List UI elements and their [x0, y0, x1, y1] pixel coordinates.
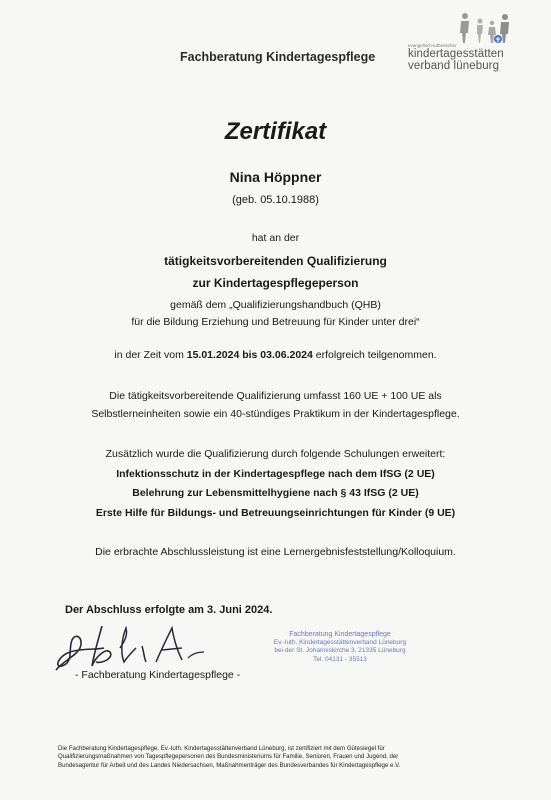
qualification-line-2: zur Kindertagespflegeperson — [192, 276, 359, 290]
period-dates: 15.01.2024 bis 03.06.2024 — [186, 349, 313, 361]
intro-text: hat an der — [251, 232, 300, 244]
assessment-text: Die erbrachte Abschlussleistung ist eine Lernergebnisfeststellung/Kolloquium. — [95, 546, 456, 558]
training-item: Infektionsschutz in der Kindertagespflege nach dem IfSG (2 UE) — [116, 468, 435, 480]
training-item: Erste Hilfe für Bildungs- und Betreuungseinrichtungen für Kinder (9 UE) — [95, 507, 456, 519]
stamp-line: Fachberatung Kindertagespflege — [289, 631, 391, 638]
training-item: Belehrung zur Lebensmittelhygiene nach § 43 IfSG (2 UE) — [132, 487, 419, 499]
footer-line: Qualifizierungsmaßnahmen von Tagespflegepersonen des Bundesministeriums für Familie, Senioren, Frauen und Jugend, der — [58, 753, 399, 761]
signature — [52, 618, 212, 676]
basis-line-2: für die Bildung Erziehung und Betreuung für Kinder unter drei“ — [131, 316, 420, 328]
logo — [408, 12, 543, 72]
period-suffix: erfolgreich teilgenommen. — [312, 349, 437, 361]
period-prefix: in der Zeit vom — [114, 349, 187, 361]
stamp-line: Ev.-luth. Kindertagesstättenverband Lüneburg — [273, 639, 407, 647]
extra-intro: Zusätzlich wurde die Qualifizierung durch folgende Schulungen erweitert: — [105, 448, 446, 460]
scope-line-2: Selbstlerneinheiten sowie ein 40-stündiges Praktikum in der Kindertagespflege. — [91, 408, 460, 420]
family-silhouette-icon — [456, 12, 516, 44]
logo-line-2: verband lüneburg — [408, 60, 500, 72]
logo-line-1: kindertagesstätten — [408, 48, 504, 60]
recipient-name: Nina Höppner — [229, 169, 322, 185]
qualification-line-1: tätigkeitsvorbereitenden Qualifizierung — [164, 254, 387, 268]
logo-small-text: evangelisch-lutherischer — [408, 43, 457, 48]
footer-line: Bundesagentur für Arbeit und des Landes Niedersachsen, Maßnahmenträger des Bundesverbandes für Kindertagespflege e.V. — [58, 761, 401, 769]
footer — [58, 745, 528, 770]
certificate-title: Zertifikat — [224, 118, 327, 145]
basis-line-1: gemäß dem „Qualifizierungshandbuch (QHB) — [170, 299, 381, 311]
scope-line-1: Die tätigkeitsvorbereitende Qualifizierung umfasst 160 UE + 100 UE als — [109, 390, 442, 402]
header-title: Fachberatung Kindertagespflege — [180, 50, 376, 64]
stamp — [255, 631, 425, 664]
footer-line: Die Fachberatung Kindertagespflege, Ev.-luth. Kindertagesstättenverband Lüneburg, ist zertifiziert mit dem Gütesiegel für — [58, 745, 385, 752]
birth-date: (geb. 05.10.1988) — [232, 194, 319, 206]
signature-label: - Fachberatung Kindertagespflege - — [75, 669, 241, 681]
period-line — [0, 349, 551, 361]
completion-date: Der Abschluss erfolgte am 3. Juni 2024. — [65, 604, 273, 616]
stamp-line: bei der St. Johanniskirche 3, 21335 Lüneburg — [274, 647, 406, 655]
stamp-line: Tel. 04131 - 35513 — [313, 655, 367, 663]
